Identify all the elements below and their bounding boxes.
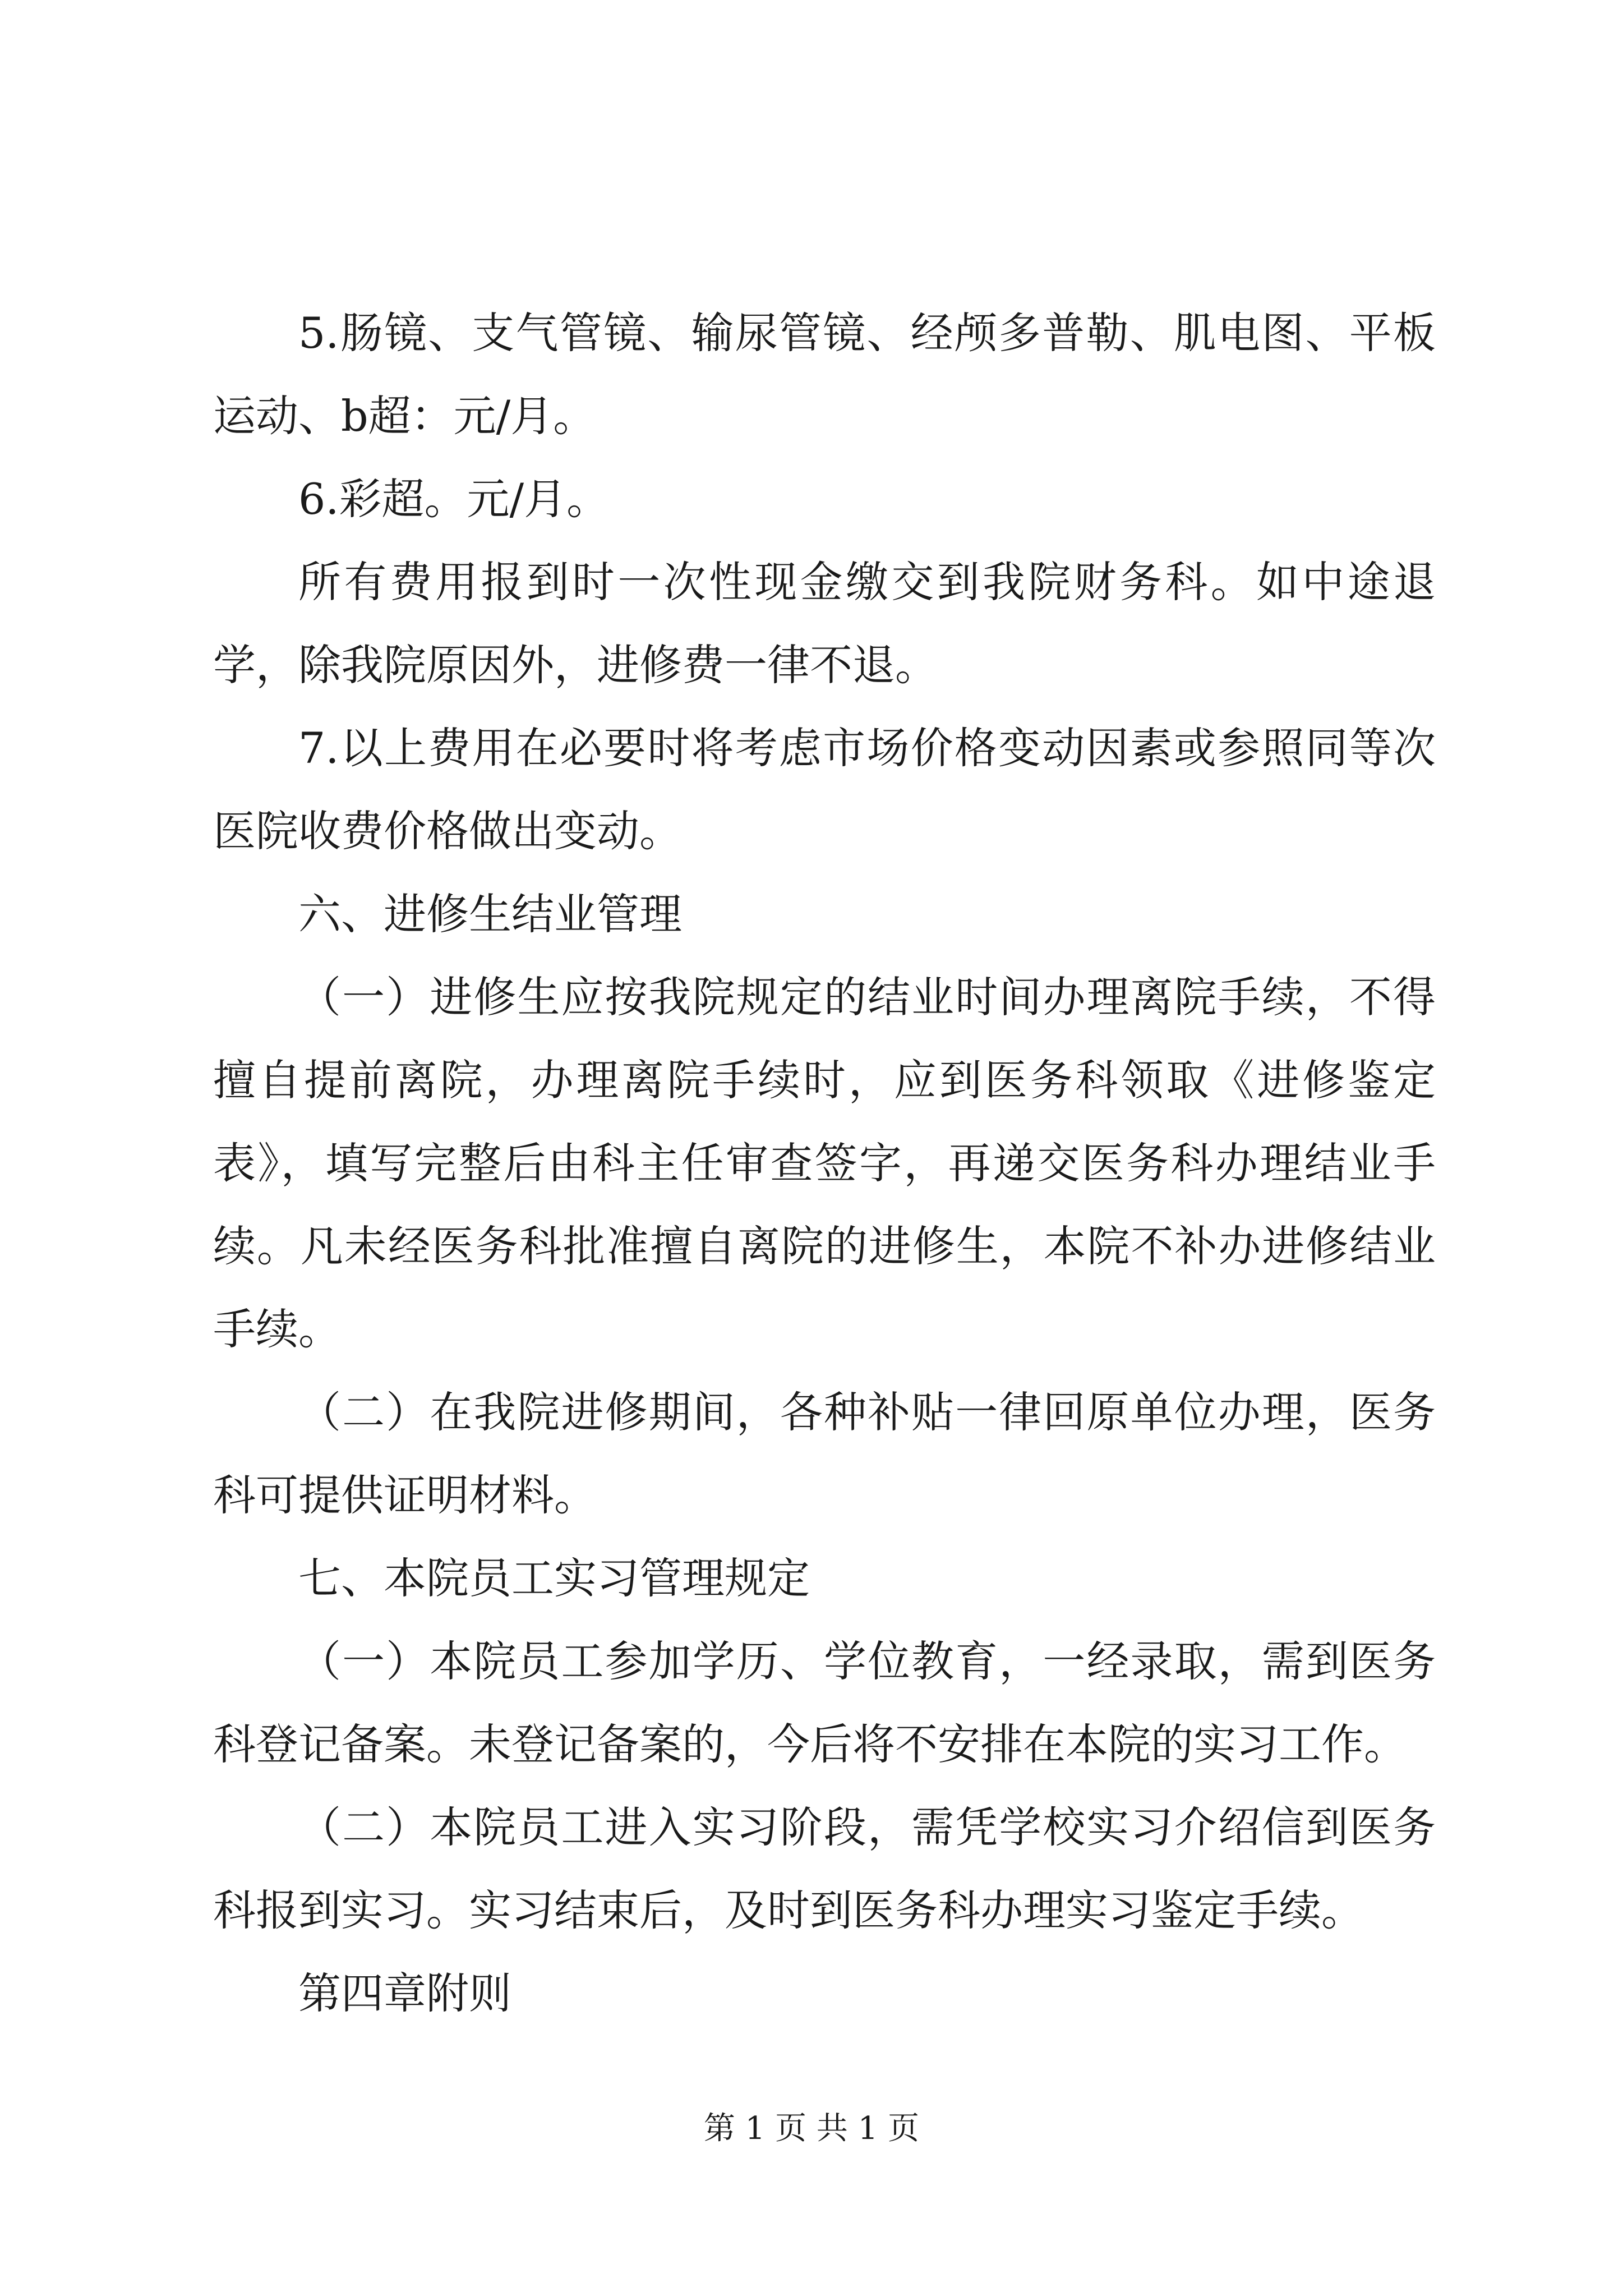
section-6-item-2: （二）在我院进修期间，各种补贴一律回原单位办理，医务科可提供证明材料。 (213, 1387, 1436, 1520)
page-number-label: 第 1 页 共 1 页 (703, 2110, 920, 2147)
chapter-4-heading: 第四章附则 (298, 1968, 511, 2018)
section-7-heading: 七、本院员工实习管理规定 (298, 1553, 810, 1603)
fee-item-6: 6.彩超。元/月。 (298, 474, 610, 524)
section-7-item-1: （一）本院员工参加学历、学位教育，一经录取，需到医务科登记备案。未登记备案的，今后将不安排在本院的实习工作。 (213, 1636, 1436, 1769)
document-body (213, 292, 1436, 2035)
section-6-heading: 六、进修生结业管理 (298, 889, 682, 939)
page-footer (0, 2106, 1623, 2151)
fee-item-5: 5.肠镜、支气管镜、输尿管镜、经颅多普勒、肌电图、平板运动、b超：元/月。 (213, 308, 1436, 441)
fee-payment-note: 所有费用报到时一次性现金缴交到我院财务科。如中途退学，除我院原因外，进修费一律不退。 (213, 557, 1436, 690)
section-7-item-2: （二）本院员工进入实习阶段，需凭学校实习介绍信到医务科报到实习。实习结束后，及时到医务科办理实习鉴定手续。 (213, 1802, 1436, 1935)
section-6-item-1: （一）进修生应按我院规定的结业时间办理离院手续，不得擅自提前离院，办理离院手续时，应到医务科领取《进修鉴定表》，填写完整后由科主任审查签字，再递交医务科办理结业手续。凡未经医务科批准擅自离院的进修生，本院不补办进修结业手续。 (213, 972, 1436, 1354)
fee-item-7: 7.以上费用在必要时将考虑市场价格变动因素或参照同等次医院收费价格做出变动。 (213, 723, 1436, 856)
